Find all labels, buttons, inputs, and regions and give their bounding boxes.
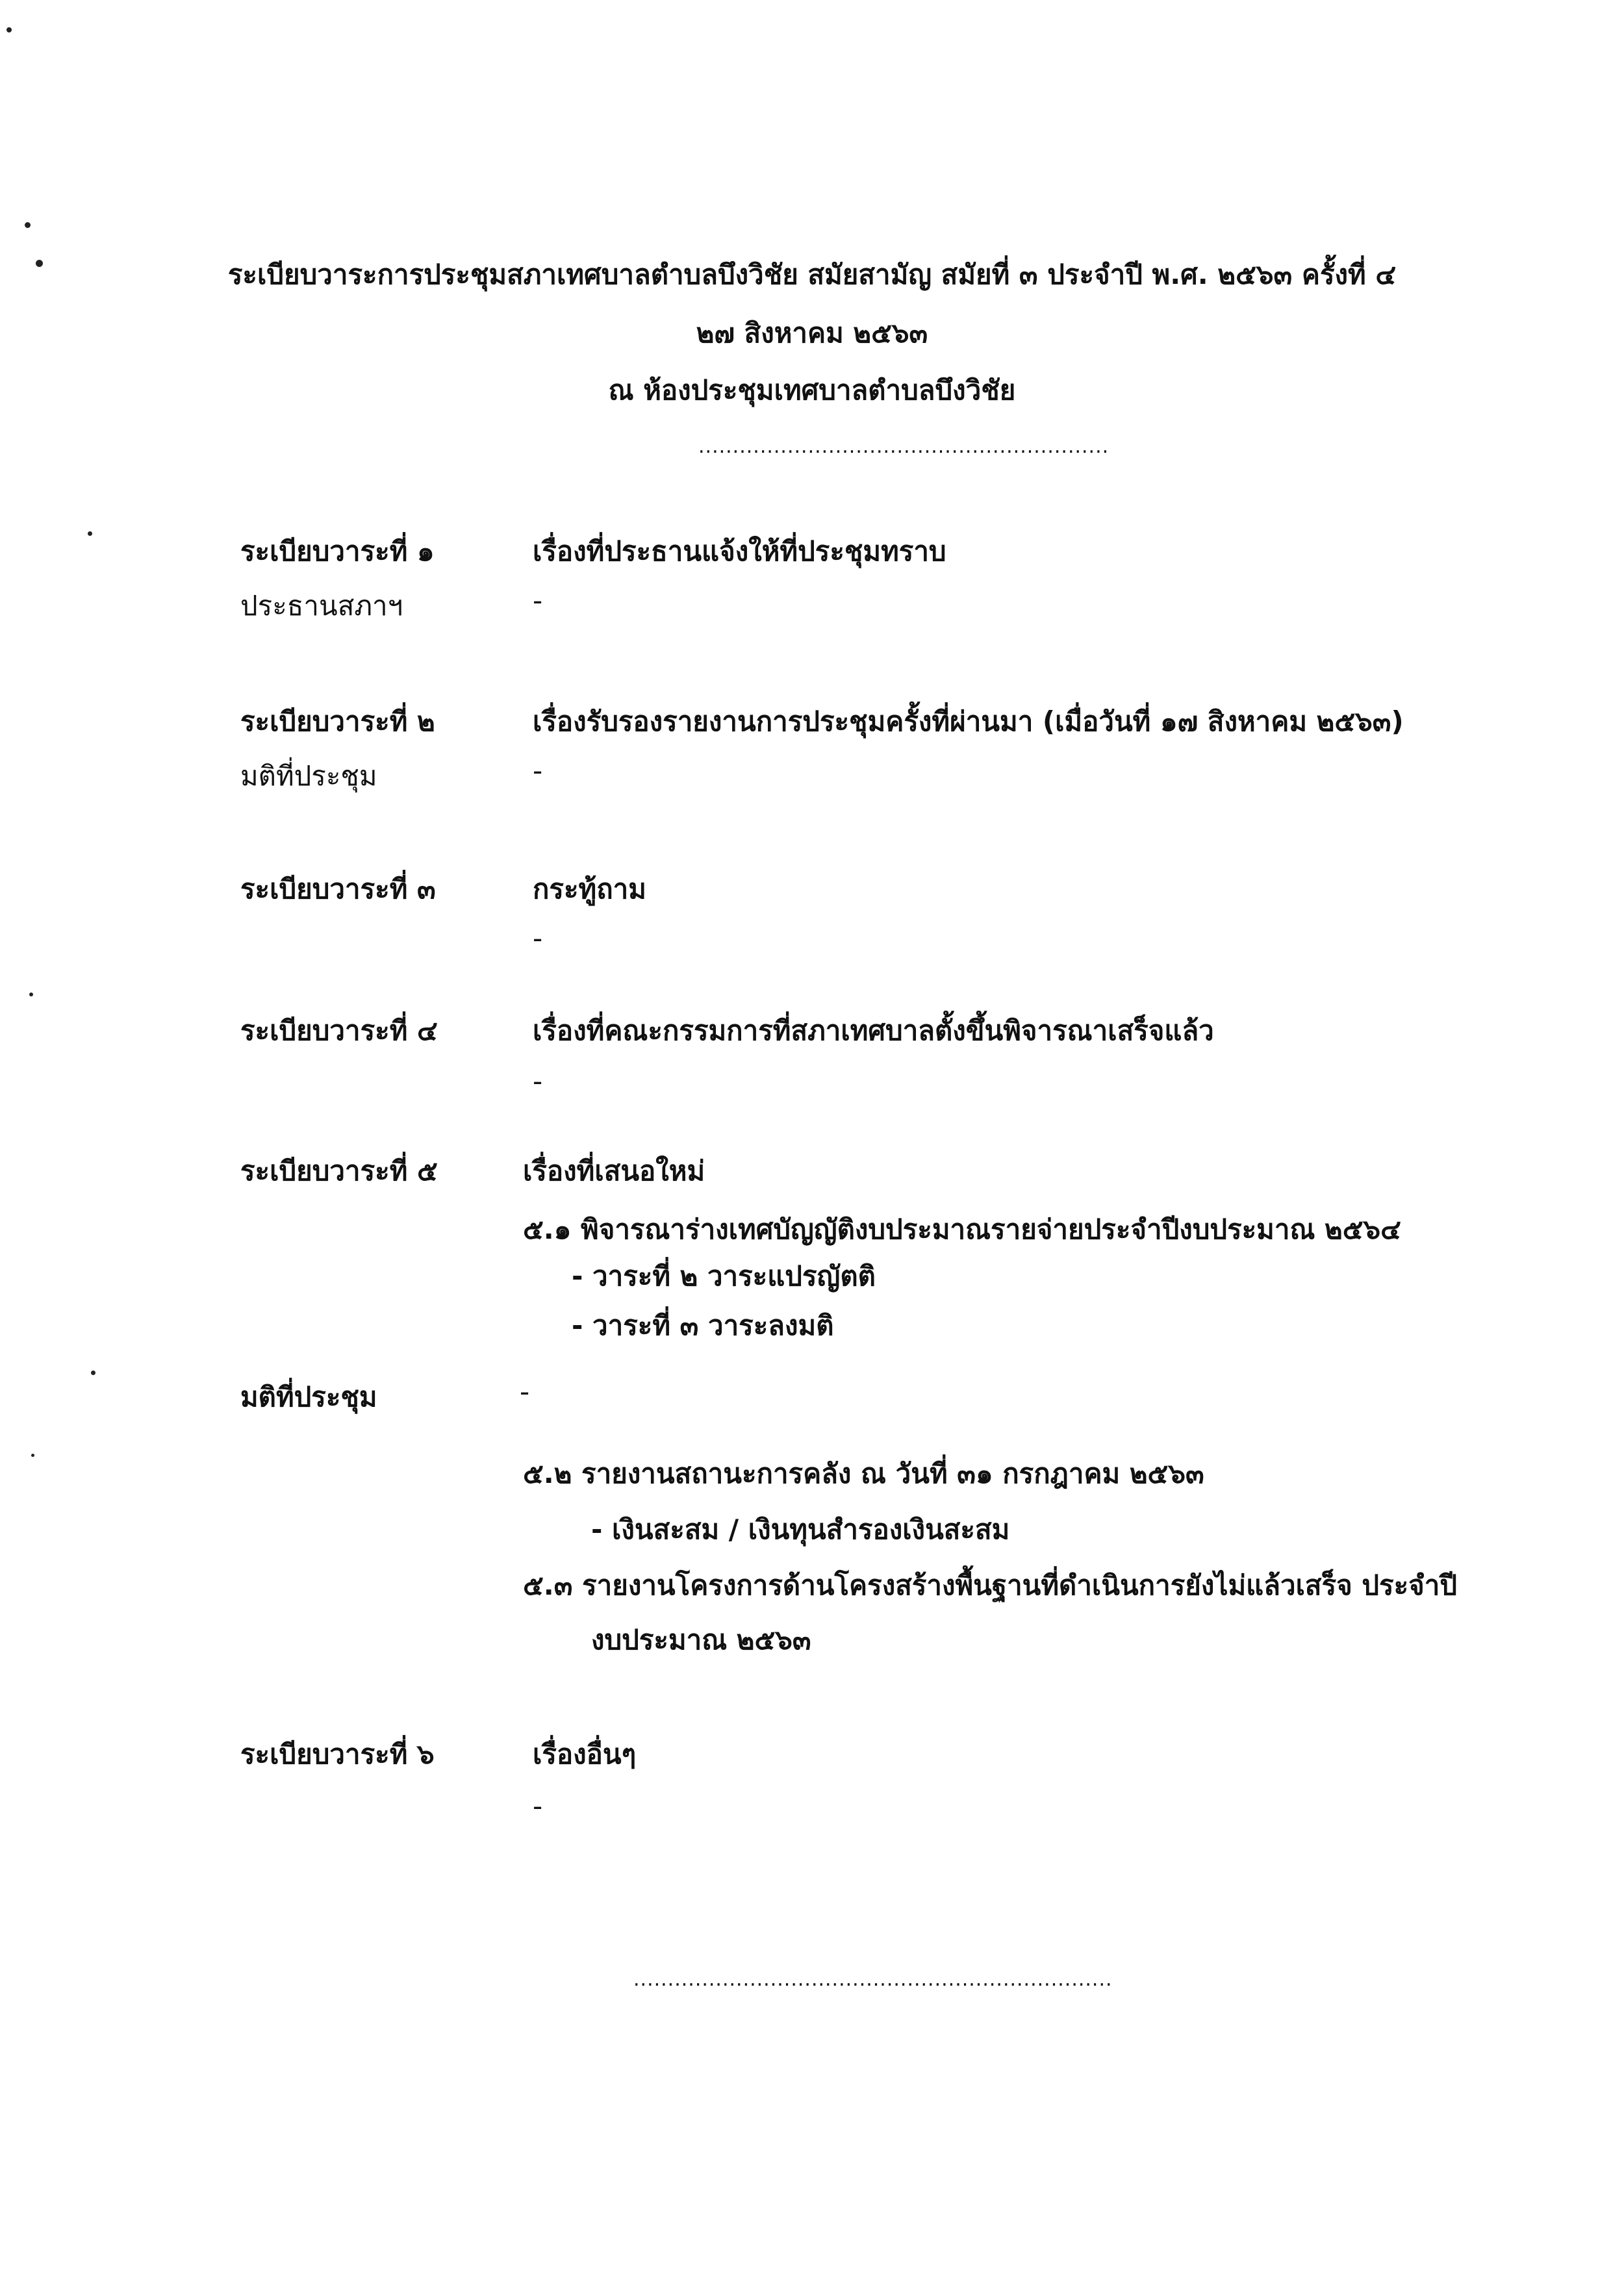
- agenda-2-label: ระเบียบวาระที่ ๒: [240, 705, 435, 737]
- agenda-1-note: -: [533, 585, 543, 616]
- agenda-5-resolution-label: มติที่ประชุม: [240, 1381, 377, 1413]
- agenda-5-item-1-b: - วาระที่ ๓ วาระลงมติ: [572, 1309, 834, 1341]
- agenda-6-label: ระเบียบวาระที่ ๖: [240, 1738, 435, 1770]
- header-divider: ............................................................: [698, 435, 1110, 458]
- agenda-5-item-1-a: - วาระที่ ๒ วาระแปรญัตติ: [572, 1260, 876, 1292]
- agenda-6-note: -: [533, 1790, 543, 1822]
- document-title: ระเบียบวาระการประชุมสภาเทศบาลตำบลบึงวิชัย สมัยสามัญ สมัยที่ ๓ ประจำปี พ.ศ. ๒๕๖๓ ครั้งที่ ๔: [227, 259, 1397, 290]
- agenda-1-sublabel: ประธานสภาฯ: [240, 590, 403, 622]
- agenda-2-subject: เรื่องรับรองรายงานการประชุมครั้งที่ผ่านมา (เมื่อวันที่ ๑๗ สิงหาคม ๒๕๖๓): [533, 705, 1404, 737]
- agenda-3-label: ระเบียบวาระที่ ๓: [240, 873, 436, 905]
- scan-speck: [25, 222, 31, 228]
- scan-speck: [29, 993, 33, 996]
- agenda-5-item-1: ๕.๑ พิจารณาร่างเทศบัญญัติงบประมาณรายจ่ายประจำปีงบประมาณ ๒๕๖๔: [523, 1213, 1401, 1245]
- agenda-4-note: -: [533, 1065, 543, 1097]
- agenda-1-label: ระเบียบวาระที่ ๑: [240, 535, 435, 567]
- agenda-3-subject: กระทู้ถาม: [533, 873, 646, 905]
- agenda-2-note: -: [533, 755, 543, 787]
- agenda-5-item-3: ๕.๓ รายงานโครงการด้านโครงสร้างพื้นฐานที่ดำเนินการยังไม่แล้วเสร็จ ประจำปี: [523, 1569, 1457, 1601]
- scan-speck: [91, 1371, 95, 1375]
- scan-speck: [31, 1454, 34, 1457]
- meeting-date: ๒๗ สิงหาคม ๒๕๖๓: [696, 317, 928, 349]
- agenda-2-sublabel: มติที่ประชุม: [240, 760, 377, 792]
- footer-divider: ......................................................................: [633, 1968, 1113, 1991]
- agenda-3-note: -: [533, 922, 543, 954]
- meeting-venue: ณ ห้องประชุมเทศบาลตำบลบึงวิชัย: [608, 374, 1016, 406]
- agenda-4-label: ระเบียบวาระที่ ๔: [240, 1015, 438, 1046]
- agenda-4-subject: เรื่องที่คณะกรรมการที่สภาเทศบาลตั้งขึ้นพิจารณาเสร็จแล้ว: [533, 1015, 1214, 1046]
- scan-speck: [6, 27, 12, 32]
- agenda-5-subject: เรื่องที่เสนอใหม่: [523, 1155, 705, 1187]
- agenda-5-resolution-note: -: [520, 1376, 530, 1408]
- agenda-5-item-2: ๕.๒ รายงานสถานะการคลัง ณ วันที่ ๓๑ กรกฎาคม ๒๕๖๓: [523, 1458, 1204, 1489]
- agenda-1-subject: เรื่องที่ประธานแจ้งให้ที่ประชุมทราบ: [533, 535, 946, 567]
- agenda-5-item-3-cont: งบประมาณ ๒๕๖๓: [591, 1624, 811, 1656]
- agenda-5-item-2-a: - เงินสะสม / เงินทุนสำรองเงินสะสม: [591, 1513, 1010, 1545]
- agenda-5-label: ระเบียบวาระที่ ๕: [240, 1155, 438, 1187]
- scan-speck: [88, 531, 92, 536]
- agenda-6-subject: เรื่องอื่นๆ: [533, 1738, 637, 1770]
